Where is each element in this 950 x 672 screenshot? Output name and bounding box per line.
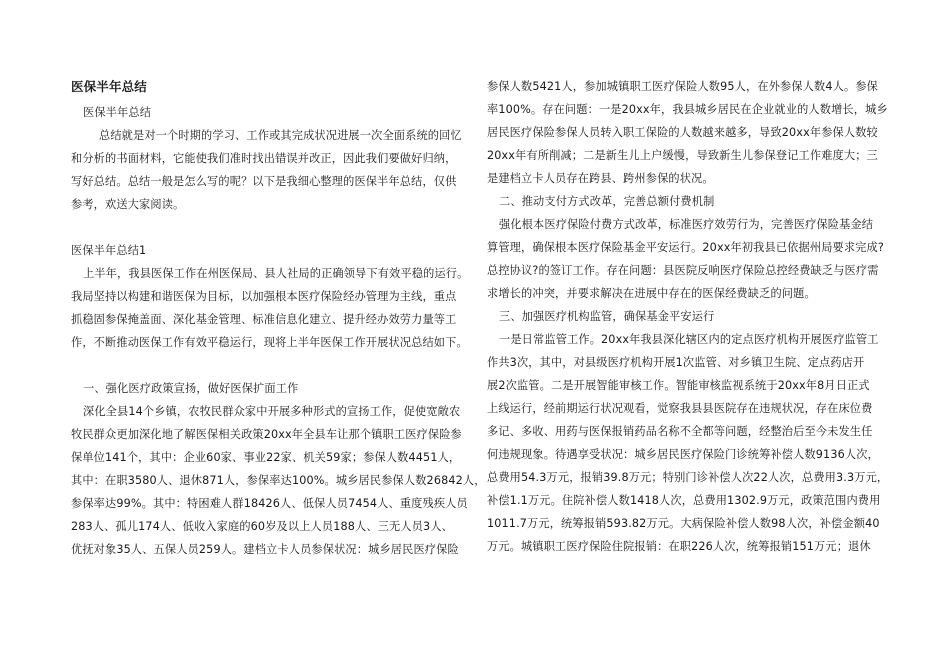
text-line: 写好总结。总结一般是怎么写的呢？以下是我细心整理的医保半年总结，仅供 <box>71 175 457 188</box>
text-line: 和分析的书面材料，它能使我们准时找出错误并改正，因此我们要做好归纳， <box>71 152 457 165</box>
text-line: 率100%。存在问题：一是20xx年，我县城乡居民在企业就业的人数增长，城乡 <box>487 103 888 116</box>
text-line: 优抚对象35人、五保人员259人。建档立卡人员参保状况：城乡居民医疗保险 <box>71 543 459 556</box>
text-line: 参考，欢送大家阅读。 <box>71 198 185 211</box>
text-line: 上线运行，经前期运行状况观看，觉察我县县医院存在违规状况，存在床位费 <box>487 402 873 415</box>
text-line: 其中：在职3580人、退休871人，参保率达100%。城乡居民参保人数26842人， <box>71 474 486 487</box>
text-line: 参保率达99%。其中：特困难人群18426人、低保人员7454人、重度残疾人员 <box>71 497 468 510</box>
text-line: 二、推动支付方式改革，完善总额付费机制 <box>499 195 715 208</box>
text-line: 补偿1.1万元。住院补偿人数1418人次，总费用1302.9万元，政策范围内费用 <box>487 494 881 507</box>
text-line: 上半年，我县医保工作在州医保局、县人社局的正确领导下有效平稳的运行。 <box>83 267 469 280</box>
text-line: 保单位141个，其中：企业60家、事业22家、机关59家；参保人数4451人， <box>71 451 461 464</box>
text-line: 求增长的冲突，并要求解决在进展中存在的医保经费缺乏的问题。 <box>487 287 816 300</box>
text-line: 牧民群众更加深化地了解医保相关政策20xx年全县车让那个镇职工医疗保险参 <box>71 428 462 441</box>
text-line: 20xx年有所削减；二是新生儿上户缓慢，导致新生儿参保登记工作难度大；三 <box>487 149 878 162</box>
text-line: 作，不断推动医保工作有效平稳运行，现将上半年医保工作开展状况总结如下。 <box>71 336 468 349</box>
text-line: 居民医疗保险参保人员转入职工保险的人数越来越多，导致20xx年参保人数较 <box>487 126 878 139</box>
text-line: 三、加强医疗机构监管，确保基金平安运行 <box>499 310 715 323</box>
text-line: 是建档立卡人员存在跨县、跨州参保的状况。 <box>487 172 714 185</box>
paragraph-spacer <box>71 354 463 377</box>
text-line: 我局坚持以构建和谐医保为目标，以加强根本医疗保险经办管理为主线，重点 <box>71 290 457 303</box>
text-line: 多记、多收、用药与医保报销药品名称不全都等问题，经整治后至今未发生任 <box>487 425 873 438</box>
text-line: 抓稳固参保掩盖面、深化基金管理、标准信息化建立、提升经办效劳力量等工 <box>71 313 457 326</box>
text-line: 1011.7万元，统筹报销593.82万元。大病保险补偿人数98人次，补偿金额40 <box>487 517 880 530</box>
text-line: 展2次监管。二是开展智能审核工作。智能审核监视系统于20xx年8月日正式 <box>487 379 870 392</box>
text-line: 万元。城镇职工医疗保险住院报销：在职226人次，统筹报销151万元；退休 <box>487 540 871 553</box>
paragraph-spacer <box>71 216 463 239</box>
text-line: 283人、孤儿174人、低收入家庭的60岁及以上人员188人、三无人员3人、 <box>71 520 453 533</box>
text-line: 总结就是对一个时期的学习、工作或其完成状况进展一次全面系统的回忆 <box>99 129 462 142</box>
text-line: 一是日常监管工作。20xx年我县深化辖区内的定点医疗机构开展医疗监管工 <box>499 333 879 346</box>
text-line: 作共3次，其中，对县级医疗机构开展1次监管、对乡镇卫生院、定点药店开 <box>487 356 865 369</box>
text-line: 总费用54.3万元，报销39.8万元；特别门诊补偿人次22人次，总费用3.3万元， <box>487 471 889 484</box>
text-line: 深化全县14个乡镇，农牧民群众家中开展多种形式的宣扬工作，促使宽敞农 <box>83 405 461 418</box>
text-line: 医保半年总结1 <box>71 244 147 257</box>
text-line: 总控协议?的签订工作。存在问题：县医院反响医疗保险总控经费缺乏与医疗需 <box>487 264 879 277</box>
text-line: 何违规现象。待遇享受状况：城乡居民医疗保险门诊统筹补偿人数9136人次， <box>487 448 879 461</box>
left-column <box>71 75 486 561</box>
page-title: 医保半年总结 <box>71 79 147 94</box>
text-line: 参保人数5421人，参加城镇职工医疗保险人数95人，在外参保人数4人。参保 <box>487 80 879 93</box>
right-column <box>487 75 889 558</box>
text-line: 医保半年总结 <box>83 106 152 119</box>
text-line: 一、强化医疗政策宣扬，做好医保扩面工作 <box>83 382 299 395</box>
text-line: 强化根本医疗保险付费方式改革，标准医疗效劳行为，完善医疗保险基金结 <box>499 218 874 231</box>
text-line: 算管理，确保根本医疗保险基金平安运行。20xx年初我县已依据州局要求完成? <box>487 241 884 254</box>
